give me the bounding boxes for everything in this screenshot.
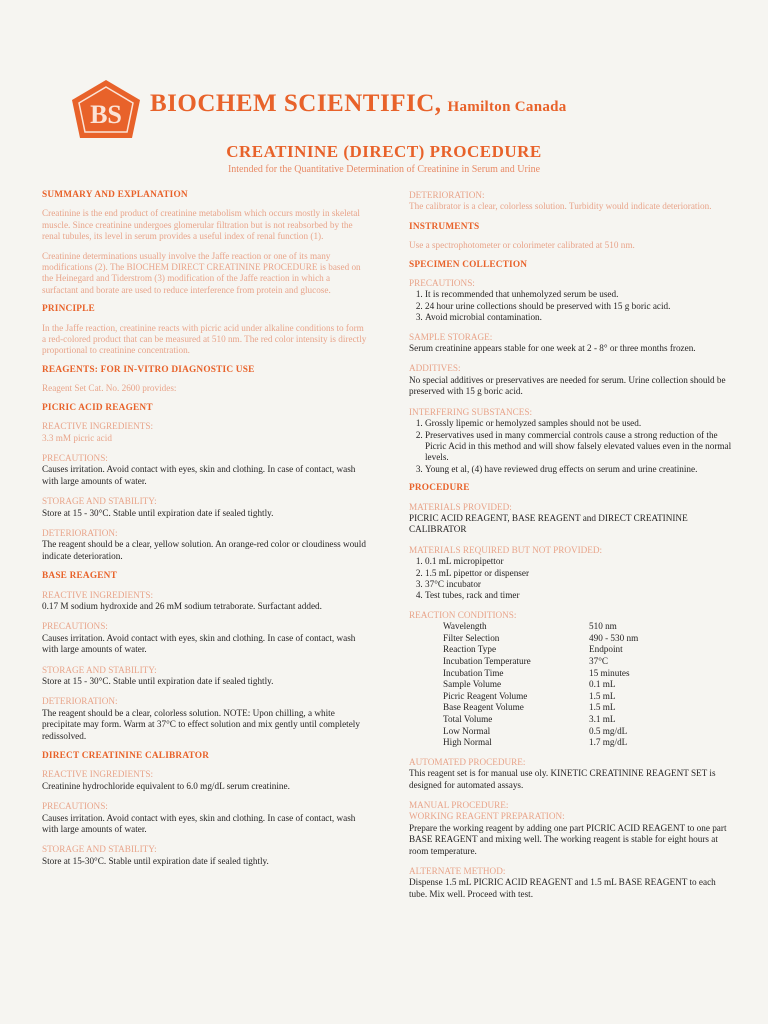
instruments-text: Use a spectrophotometer or colorimeter calibrated at 510 nm. xyxy=(409,240,635,251)
picric-precautions-label: PRECAUTIONS: xyxy=(42,452,108,463)
calibrator-ingredients-text: Creatinine hydrochloride equivalent to 6.0 mg/dL serum creatinine. xyxy=(42,780,290,791)
sample-storage-label: SAMPLE STORAGE: xyxy=(409,331,493,342)
picric-precautions-text: Causes irritation. Avoid contact with eyes, skin and clothing. In case of contact, wash with large amounts of water. xyxy=(42,464,356,486)
calibrator-storage-label: STORAGE AND STABILITY: xyxy=(42,844,157,855)
summary-heading: SUMMARY AND EXPLANATION xyxy=(42,190,188,200)
picric-ingredients-label: REACTIVE INGREDIENTS: xyxy=(42,421,154,432)
table-row xyxy=(443,621,638,633)
picric-deterioration-text: The reagent should be a clear, yellow solution. An orange-red color or cloudiness would indicate deterioration. xyxy=(42,539,366,561)
biochem-logo xyxy=(70,78,142,140)
reaction-conditions-label: REACTION CONDITIONS: xyxy=(409,609,517,620)
picric-ingredients-text: 3.3 mM picric acid xyxy=(42,432,112,443)
base-reagent-heading: BASE REAGENT xyxy=(42,571,117,582)
condition-name: Sample Volume xyxy=(443,679,502,690)
document-title: CREATININE (DIRECT) PROCEDURE xyxy=(226,142,542,161)
condition-value: 510 nm xyxy=(589,621,617,632)
materials-required-list xyxy=(409,556,734,602)
reaction-conditions-table xyxy=(443,621,638,749)
condition-value: 37°C xyxy=(589,655,608,666)
list-item: 3. 37°C incubator xyxy=(425,579,734,590)
document-subtitle: Intended for the Quantitative Determination of Creatinine in Serum and Urine xyxy=(227,164,541,175)
base-storage-label: STORAGE AND STABILITY: xyxy=(42,664,157,675)
calibrator-ingredients-label: REACTIVE INGREDIENTS: xyxy=(42,769,154,780)
table-row xyxy=(443,691,638,703)
condition-name: Incubation Time xyxy=(443,667,504,678)
alternate-method-label: ALTERNATE METHOD: xyxy=(409,865,506,876)
base-ingredients-text: 0.17 M sodium hydroxide and 26 mM sodium tetraborate. Surfactant added. xyxy=(42,600,322,611)
condition-name: Total Volume xyxy=(443,713,493,724)
table-row xyxy=(443,656,638,668)
list-item: 2. Preservatives used in many commercial controls cause a strong reduction of the Picric Acid in this method and will show falsely elevated values even in the normal levels. xyxy=(425,430,734,464)
condition-name: Base Reagent Volume xyxy=(443,702,524,713)
picric-deterioration-label: DETERIORATION: xyxy=(42,527,118,538)
condition-name: Low Normal xyxy=(443,725,491,736)
svg-text:BS: BS xyxy=(90,100,122,129)
list-item: 2. 24 hour urine collections should be preserved with 15 g boric acid. xyxy=(425,301,734,312)
reagents-heading: REAGENTS: FOR IN-VITRO DIAGNOSTIC USE xyxy=(42,364,255,375)
specimen-heading: SPECIMEN COLLECTION xyxy=(409,259,528,270)
interfering-list xyxy=(409,418,734,475)
condition-value: 1.5 mL xyxy=(589,690,616,701)
condition-value: 15 minutes xyxy=(589,667,630,678)
list-item: 1. Grossly lipemic or hemolyzed samples should not be used. xyxy=(425,418,734,429)
list-item: 3. Young et al, (4) have reviewed drug effects on serum and urine creatinine. xyxy=(425,464,734,475)
specimen-precautions-list xyxy=(409,289,734,323)
sample-storage-text: Serum creatinine appears stable for one week at 2 - 8° or three months frozen. xyxy=(409,343,696,354)
additives-label: ADDITIVES: xyxy=(409,363,461,374)
list-item: 1. 0.1 mL micropipettor xyxy=(425,556,734,567)
specimen-precautions-label: PRECAUTIONS: xyxy=(409,278,475,289)
additives-text: No special additives or preservatives are needed for serum. Urine collection should be preserved with 15 g boric acid. xyxy=(409,374,726,397)
reagents-text: Reagent Set Cat. No. 2600 provides: xyxy=(42,383,177,394)
condition-name: Filter Selection xyxy=(443,632,500,643)
automated-procedure-text: This reagent set is for manual use oly. KINETIC CREATININE REAGENT SET is designed for automated assays. xyxy=(409,768,716,790)
principle-heading: PRINCIPLE xyxy=(42,304,95,315)
table-row xyxy=(443,726,638,738)
instruments-heading: INSTRUMENTS xyxy=(409,221,480,232)
working-reagent-text: Prepare the working reagent by adding one part PICRIC ACID REAGENT to one part BASE REAGENT and mixing well. The working reagent is stable for eight hours at room temperature. xyxy=(409,822,727,856)
base-ingredients-label: REACTIVE INGREDIENTS: xyxy=(42,589,154,600)
condition-name: Wavelength xyxy=(443,621,487,632)
condition-value: 1.5 mL xyxy=(589,702,616,713)
condition-value: Endpoint xyxy=(589,644,623,655)
calibrator-heading: DIRECT CREATININE CALIBRATOR xyxy=(42,751,210,762)
table-row xyxy=(443,633,638,645)
picric-storage-label: STORAGE AND STABILITY: xyxy=(42,496,157,507)
materials-provided-text: PICRIC ACID REAGENT, BASE REAGENT and DIRECT CREATININE CALIBRATOR xyxy=(409,512,688,535)
automated-procedure-label: AUTOMATED PROCEDURE: xyxy=(409,756,526,767)
condition-value: 1.7 mg/dL xyxy=(589,737,628,748)
calibrator-deterioration-text: The calibrator is a clear, colorless solution. Turbidity would indicate deterioration. xyxy=(409,201,712,212)
condition-name: High Normal xyxy=(443,737,492,748)
calibrator-precautions-text: Causes irritation. Avoid contact with eyes, skin and clothing. In case of contact, wash with large amounts of water. xyxy=(42,812,356,835)
table-row xyxy=(443,702,638,714)
left-column xyxy=(42,190,368,876)
condition-value: 0.5 mg/dL xyxy=(589,725,628,736)
base-precautions-text: Causes irritation. Avoid contact with eyes, skin and clothing. In case of contact, wash with large amounts of water. xyxy=(42,632,356,655)
base-storage-text: Store at 15 - 30°C. Stable until expiration date if sealed tightly. xyxy=(42,676,274,686)
table-row xyxy=(443,644,638,656)
summary-paragraph-1: Creatinine is the end product of creatinine metabolism which occurs mostly in skeletal muscle. Since creatinine undergoes glomerular filtration but is not reabsorbed by the renal tubules, its level in serum provides a useful index of renal function (1). xyxy=(42,208,360,242)
list-item: 2. 1.5 mL pipettor or dispenser xyxy=(425,568,734,579)
principle-text: In the Jaffe reaction, creatinine reacts with picric acid under alkaline conditions to form a red-colored product that can be measured at 510 nm. The red color intensity is directly proportional to creatinine concentration. xyxy=(42,322,367,356)
interfering-label: INTERFERING SUBSTANCES: xyxy=(409,406,533,417)
calibrator-storage-text: Store at 15-30°C. Stable until expiration date if sealed tightly. xyxy=(42,855,269,866)
table-row xyxy=(443,668,638,680)
picric-acid-heading: PICRIC ACID REAGENT xyxy=(42,402,153,413)
table-row xyxy=(443,714,638,726)
list-item: 4. Test tubes, rack and timer xyxy=(425,590,734,601)
working-reagent-label: WORKING REAGENT PREPARATION: xyxy=(409,811,565,822)
condition-value: 490 - 530 nm xyxy=(589,632,639,643)
brand-name: BIOCHEM SCIENTIFIC, Hamilton Canada xyxy=(150,90,567,117)
procedure-heading: PROCEDURE xyxy=(409,483,470,494)
condition-value: 3.1 mL xyxy=(589,713,616,724)
base-deterioration-text: The reagent should be a clear, colorless solution. NOTE: Upon chilling, a white precipitate may form. Warm at 37°C to effect solution and mix gently until completely redissolved. xyxy=(42,707,360,741)
condition-name: Reaction Type xyxy=(443,644,497,655)
picric-storage-text: Store at 15 - 30°C. Stable until expiration date if sealed tightly. xyxy=(42,507,274,518)
base-deterioration-label: DETERIORATION: xyxy=(42,696,118,707)
alternate-method-text: Dispense 1.5 mL PICRIC ACID REAGENT and 1.5 mL BASE REAGENT to each tube. Mix well. Proceed with test. xyxy=(409,877,716,899)
condition-name: Incubation Temperature xyxy=(443,655,531,666)
brand-city: Hamilton Canada xyxy=(447,99,567,115)
right-column xyxy=(409,190,734,909)
condition-name: Picric Reagent Volume xyxy=(443,690,528,701)
manual-procedure-label: MANUAL PROCEDURE: xyxy=(409,799,509,810)
summary-paragraph-2: Creatinine determinations usually involve the Jaffe reaction or one of its many modifications (2). The BIOCHEM DIRECT CREATININE PROCEDURE is based on the Heinegard and Tiderstrom (3) modification of the Jaffe reaction in which a surfactant and borate are used to reduce interference from protein and glucose. xyxy=(42,250,361,295)
table-row xyxy=(443,679,638,691)
list-item: 1. It is recommended that unhemolyzed serum be used. xyxy=(425,289,734,300)
materials-provided-label: MATERIALS PROVIDED: xyxy=(409,501,512,512)
base-precautions-label: PRECAUTIONS: xyxy=(42,621,108,632)
table-row xyxy=(443,737,638,749)
calibrator-deterioration-label: DETERIORATION: xyxy=(409,190,485,200)
materials-required-label: MATERIALS REQUIRED BUT NOT PROVIDED: xyxy=(409,544,603,555)
condition-value: 0.1 mL xyxy=(589,679,616,690)
list-item: 3. Avoid microbial contamination. xyxy=(425,312,734,323)
calibrator-precautions-label: PRECAUTIONS: xyxy=(42,801,108,812)
